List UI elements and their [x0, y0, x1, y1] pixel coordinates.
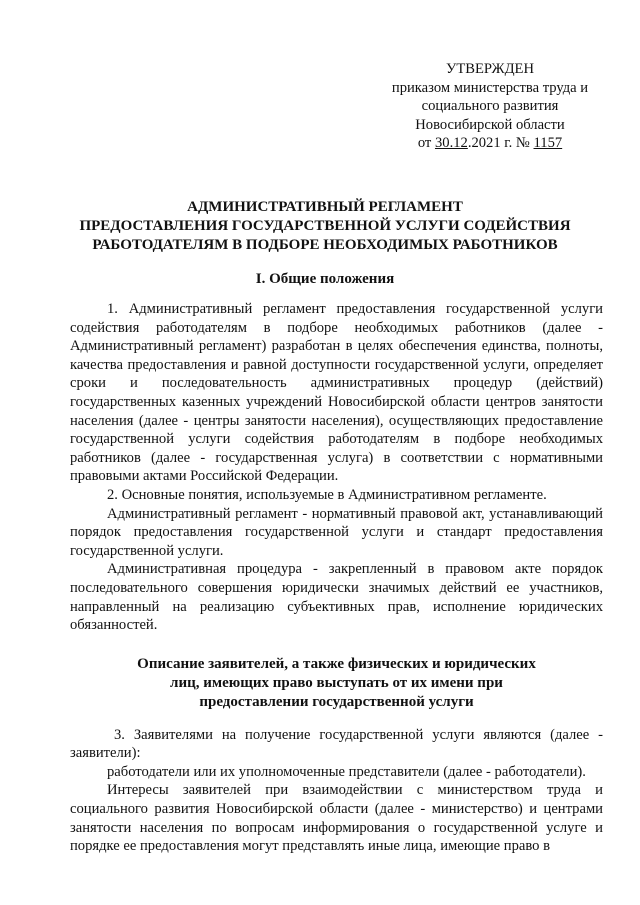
- approval-heading: УТВЕРЖДЕН: [446, 61, 534, 77]
- paragraph: 2. Основные понятия, используемые в Административном регламенте.: [107, 486, 547, 503]
- section-heading: I. Общие положения: [255, 271, 395, 287]
- subsection-heading-line: лиц, имеющих право выступать от их имени при: [170, 674, 503, 691]
- paragraph: Административная процедура - закрепленный в правовом акте порядок последовательного совершения юридически значимых действий ее участников, направленный на реализацию субъективных прав, исполнение юридических обязанностей.: [70, 561, 603, 634]
- paragraph: 3. Заявителями на получение государственной услуги являются (далее - заявители):: [70, 726, 603, 762]
- subsection-heading-line: Описание заявителей, а также физических и юридических: [137, 655, 536, 672]
- approval-date-line: [380, 134, 600, 153]
- approval-stamp: [380, 60, 600, 153]
- subsection-heading: [70, 655, 603, 712]
- approval-line: Новосибирской области: [415, 116, 565, 133]
- paragraph: работодатели или их уполномоченные представители (далее - работодатели).: [107, 763, 586, 780]
- paragraph: Административный регламент - нормативный правовой акт, устанавливающий порядок предоставления государственной услуги и стандарт предоставления государственной услуги.: [70, 505, 603, 559]
- document-body: [70, 300, 603, 856]
- paragraph: Интересы заявителей при взаимодействии с министерством труда и социального развития Новосибирской области (далее - министерство) и центрами занятости населения по вопросам информирования о государственной услуге и порядке ее предоставления могут представлять иные лица, имеющие право в: [70, 782, 603, 855]
- approval-line: приказом министерства труда и: [391, 79, 589, 96]
- date-day-month: 30.12: [434, 135, 468, 151]
- paragraph: 1. Административный регламент предоставления государственной услуги содействия работодателям в подборе необходимых работников (далее - Административный регламент) разработан в целях обеспечения единства, полноты, качества предоставления и равной доступности государственной услуги, определяет сроки и последовательность административных процедур (действий) государственных казенных учреждений Новосибирской области центров занятости населения (далее - центры занятости населения), осуществляющих предоставление государственной услуги содействия работодателям в подборе необходимых работников (далее - государственная услуга) в соответствии с нормативными правовыми актами Российской Федерации.: [70, 301, 603, 485]
- subsection-heading-line: предоставлении государственной услуги: [199, 693, 474, 710]
- title-line: РАБОТОДАТЕЛЯМ В ПОДБОРЕ НЕОБХОДИМЫХ РАБОТНИКОВ: [92, 237, 558, 253]
- title-line: ПРЕДОСТАВЛЕНИЯ ГОСУДАРСТВЕННОЙ УСЛУГИ СОДЕЙСТВИЯ: [79, 218, 571, 234]
- date-suffix: .2021 г. №: [467, 135, 534, 151]
- approval-line: социального развития: [421, 98, 559, 114]
- date-prefix: от: [417, 135, 435, 151]
- title-line: АДМИНИСТРАТИВНЫЙ РЕГЛАМЕНТ: [187, 199, 463, 215]
- order-number: 1157: [533, 135, 563, 151]
- document-title: [60, 198, 590, 255]
